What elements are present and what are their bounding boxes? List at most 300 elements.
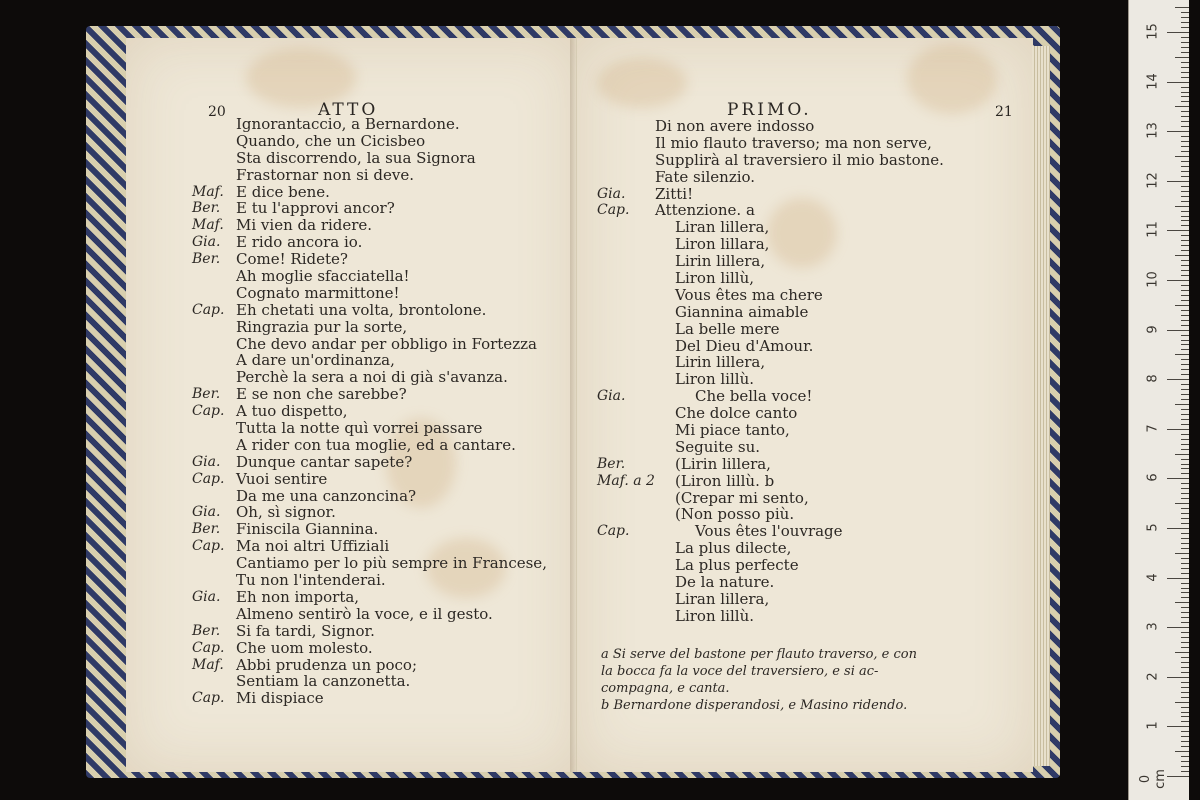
text-line [597, 270, 1017, 287]
verse-text: Ah moglie sfacciatella! [236, 267, 410, 286]
text-line [192, 234, 572, 251]
ruler-tick [1181, 220, 1189, 221]
verse-text: Eh chetati una volta, brontolone. [236, 300, 487, 319]
text-line [597, 219, 1017, 236]
ruler-tick [1175, 255, 1189, 256]
verse-text: Si fa tardi, Signor. [236, 621, 375, 640]
ruler-tick [1175, 751, 1189, 752]
ruler-number: 13 [1145, 122, 1161, 139]
ruler-tick [1167, 528, 1189, 529]
speaker-label: Maf. [192, 183, 224, 200]
ruler-tick [1167, 32, 1189, 33]
ruler-tick [1181, 17, 1189, 18]
ruler-tick [1181, 508, 1189, 509]
ruler-tick [1181, 394, 1189, 395]
text-line [192, 555, 572, 572]
ruler-tick [1167, 776, 1189, 777]
footnote-line: a Si serve del bastone per flauto traverso, e con [601, 647, 917, 662]
ruler-number: 10 [1145, 271, 1161, 288]
text-line [192, 471, 572, 488]
ruler-tick [1175, 354, 1189, 355]
left-page [126, 38, 578, 772]
text-line [597, 574, 1017, 591]
verse-text: E dice bene. [236, 182, 330, 201]
verse-text: Che devo andar per obbligo in Fortezza [236, 334, 537, 353]
ruler-tick [1181, 151, 1189, 152]
verse-text: Del Dieu d'Amour. [675, 336, 814, 355]
ruler-tick [1181, 548, 1189, 549]
text-line [192, 336, 572, 353]
text-line [192, 521, 572, 538]
verse-text: Liron lillara, [675, 235, 770, 254]
ruler-tick [1181, 116, 1189, 117]
verse-text: La plus dilecte, [675, 539, 792, 558]
text-line [597, 202, 1017, 219]
ruler-tick [1181, 325, 1189, 326]
text-line [192, 302, 572, 319]
ruler-tick [1181, 67, 1189, 68]
running-header-left: ATTO [318, 100, 379, 120]
ruler-tick [1175, 57, 1189, 58]
verse-text: Liran lillera, [675, 589, 770, 608]
text-line [192, 133, 572, 150]
ruler-tick [1181, 707, 1189, 708]
ruler-tick [1181, 716, 1189, 717]
text-line [192, 251, 572, 268]
ruler-tick [1181, 101, 1189, 102]
ruler-tick [1181, 592, 1189, 593]
ruler-tick [1181, 647, 1189, 648]
ruler-tick [1181, 662, 1189, 663]
speaker-label: Cap. [192, 690, 225, 707]
ruler-tick [1181, 72, 1189, 73]
ruler-tick [1181, 265, 1189, 266]
ruler-number: 7 [1145, 424, 1161, 433]
ruler-tick [1167, 677, 1189, 678]
text-line [192, 352, 572, 369]
ruler-tick [1181, 449, 1189, 450]
ruler-tick [1181, 721, 1189, 722]
verse-text: Vuoi sentire [236, 469, 328, 488]
ruler-tick [1181, 201, 1189, 202]
verse-text: Che dolce canto [675, 404, 798, 423]
ruler-number: 1 [1145, 721, 1161, 731]
speaker-label: Gia. [192, 588, 221, 605]
footnote-line: b Bernardone disperandosi, e Masino ridendo. [601, 698, 908, 713]
ruler-tick [1181, 459, 1189, 460]
ruler-tick [1181, 225, 1189, 226]
ruler-tick [1181, 384, 1189, 385]
text-line [597, 321, 1017, 338]
verse-text: Ignorantaccio, a Bernardone. [236, 115, 460, 133]
ruler-tick [1167, 578, 1189, 579]
verse-text: Dunque cantar sapete? [236, 452, 413, 471]
ruler-tick [1181, 622, 1189, 623]
text-line [192, 319, 572, 336]
text-line [597, 608, 1017, 625]
ruler-tick [1181, 270, 1189, 271]
verse-text: De la nature. [675, 573, 775, 592]
text-line [192, 369, 572, 386]
ruler-tick [1181, 513, 1189, 514]
speaker-label: Ber. [192, 200, 221, 217]
ruler-tick [1181, 424, 1189, 425]
ruler-tick [1181, 637, 1189, 638]
text-line [192, 589, 572, 606]
verse-text: La plus perfecte [675, 556, 799, 575]
ruler-tick [1167, 726, 1189, 727]
text-line [597, 523, 1017, 540]
ruler-tick [1181, 523, 1189, 524]
text-line [597, 506, 1017, 523]
ruler-tick [1181, 176, 1189, 177]
text-line [192, 268, 572, 285]
left-text-block [192, 116, 572, 707]
verse-text: Zitti! [655, 184, 694, 203]
ruler-tick [1181, 414, 1189, 415]
verse-text: Eh non importa, [236, 587, 360, 606]
ruler-tick [1181, 47, 1189, 48]
verse-text: Da me una canzoncina? [236, 486, 417, 505]
ruler-tick [1181, 344, 1189, 345]
speaker-label: Gia. [192, 234, 221, 251]
ruler-tick [1181, 483, 1189, 484]
ruler-tick [1181, 568, 1189, 569]
ruler-tick [1175, 404, 1189, 405]
ruler-tick [1181, 389, 1189, 390]
text-line [192, 285, 572, 302]
ruler-tick [1181, 468, 1189, 469]
ruler-tick [1181, 766, 1189, 767]
ruler-tick [1175, 702, 1189, 703]
ruler-number: 9 [1145, 324, 1161, 334]
ruler-tick [1167, 429, 1189, 430]
verse-text: Cognato marmittone! [236, 283, 400, 302]
ruler-tick [1181, 96, 1189, 97]
ruler-tick [1181, 573, 1189, 574]
speaker-label: Ber. [597, 455, 626, 472]
text-line [597, 135, 1017, 152]
ruler-tick [1175, 553, 1189, 554]
ruler-tick [1181, 374, 1189, 375]
verse-text: Lirin lillera, [675, 252, 766, 271]
ruler-tick [1175, 7, 1189, 8]
ruler-tick [1181, 632, 1189, 633]
ruler-tick [1181, 488, 1189, 489]
ruler-tick [1175, 206, 1189, 207]
text-line [192, 538, 572, 555]
ruler-tick [1181, 736, 1189, 737]
text-line [192, 690, 572, 707]
text-line [192, 403, 572, 420]
verse-text: Mi dispiace [236, 689, 324, 708]
ruler-tick [1181, 111, 1189, 112]
ruler-tick [1181, 419, 1189, 420]
ruler-tick [1181, 290, 1189, 291]
ruler-tick [1167, 280, 1189, 281]
ruler-unit-label: 0 cm [1138, 769, 1168, 789]
ruler-tick [1181, 692, 1189, 693]
text-line [192, 454, 572, 471]
ruler-tick [1181, 543, 1189, 544]
speaker-label: Cap. [192, 538, 225, 555]
text-line [192, 640, 572, 657]
text-line [597, 405, 1017, 422]
text-line [192, 623, 572, 640]
verse-text: Quando, che un Cicisbeo [236, 131, 426, 150]
verse-text: Giannina aimable [675, 302, 809, 321]
ruler-tick [1175, 305, 1189, 306]
ruler-tick [1167, 478, 1189, 479]
ruler-tick [1181, 126, 1189, 127]
text-line [597, 591, 1017, 608]
verse-text: Lirin lillera, [675, 353, 766, 372]
verse-text: Seguite su. [675, 437, 761, 456]
verse-text: Frastornar non si deve. [236, 165, 414, 184]
measuring-ruler [1128, 0, 1189, 800]
speaker-label: Ber. [192, 251, 221, 268]
verse-text: (Non posso più. [675, 505, 795, 524]
ruler-tick [1181, 607, 1189, 608]
footnote-line: compagna, e canta. [601, 681, 730, 696]
ruler-tick [1175, 602, 1189, 603]
text-line [192, 167, 572, 184]
ruler-tick [1181, 434, 1189, 435]
ruler-tick [1181, 588, 1189, 589]
verse-text: (Liron lillù. b [675, 471, 775, 490]
text-line [192, 673, 572, 690]
text-line [597, 371, 1017, 388]
ruler-tick [1181, 235, 1189, 236]
ruler-tick [1181, 642, 1189, 643]
text-line [192, 420, 572, 437]
ruler-tick [1181, 399, 1189, 400]
ruler-tick [1167, 379, 1189, 380]
ruler-tick [1181, 597, 1189, 598]
verse-text: Attenzione. a [655, 201, 755, 220]
ruler-tick [1181, 583, 1189, 584]
ruler-tick [1167, 131, 1189, 132]
ruler-tick [1181, 712, 1189, 713]
page-edges [1032, 46, 1050, 766]
speaker-label: Ber. [192, 622, 221, 639]
verse-text: Il mio flauto traverso; ma non serve, [655, 133, 932, 152]
ruler-tick [1181, 335, 1189, 336]
verse-text: Vous êtes ma chere [675, 285, 823, 304]
speaker-label: Gia. [597, 185, 626, 202]
ruler-tick [1181, 196, 1189, 197]
text-line [192, 116, 572, 133]
speaker-label: Cap. [192, 470, 225, 487]
speaker-label: Maf. a 2 [597, 472, 655, 489]
text-line [597, 236, 1017, 253]
speaker-label: Gia. [192, 453, 221, 470]
text-line [597, 388, 1017, 405]
speaker-label: Ber. [192, 386, 221, 403]
ruler-tick [1181, 473, 1189, 474]
ruler-number: 11 [1145, 221, 1161, 239]
ruler-tick [1181, 87, 1189, 88]
ruler-tick [1181, 141, 1189, 142]
verse-text: Oh, sì signor. [236, 503, 336, 522]
text-line [597, 152, 1017, 169]
ruler-tick [1181, 92, 1189, 93]
verse-text: Come! Ridete? [236, 250, 348, 269]
ruler-tick [1167, 627, 1189, 628]
ruler-number: 3 [1145, 622, 1161, 631]
text-line [192, 572, 572, 589]
verse-text: Che uom molesto. [236, 638, 373, 657]
ruler-tick [1181, 250, 1189, 251]
ruler-tick [1167, 230, 1189, 231]
ruler-tick [1175, 106, 1189, 107]
ruler-number: 14 [1145, 72, 1161, 90]
text-line [597, 422, 1017, 439]
verse-text: Sta discorrendo, la sua Signora [236, 148, 476, 167]
ruler-number: 2 [1145, 672, 1161, 681]
ruler-tick [1181, 493, 1189, 494]
text-line [597, 169, 1017, 186]
ruler-tick [1181, 741, 1189, 742]
ruler-tick [1181, 538, 1189, 539]
text-line [597, 287, 1017, 304]
page-number-right: 21 [995, 104, 1013, 120]
text-line [192, 504, 572, 521]
ruler-tick [1181, 260, 1189, 261]
ruler-tick [1181, 216, 1189, 217]
ruler-tick [1181, 771, 1189, 772]
ruler-tick [1181, 42, 1189, 43]
ruler-tick [1181, 171, 1189, 172]
verse-text: A dare un'ordinanza, [236, 351, 395, 370]
ruler-tick [1181, 240, 1189, 241]
ruler-tick [1181, 756, 1189, 757]
ruler-tick [1181, 295, 1189, 296]
ruler-tick [1181, 687, 1189, 688]
ruler-tick [1181, 245, 1189, 246]
speaker-label: Cap. [597, 202, 630, 219]
text-line [192, 657, 572, 674]
verse-text: Mi vien da ridere. [236, 216, 373, 235]
speaker-label: Cap. [192, 301, 225, 318]
verse-text: Perchè la sera a noi di già s'avanza. [236, 368, 508, 387]
verse-text: Ringrazia pur la sorte, [236, 317, 408, 336]
ruler-tick [1181, 136, 1189, 137]
speaker-label: Maf. [192, 656, 224, 673]
verse-text: Supplirà al traversiero il mio bastone. [655, 150, 944, 169]
verse-text: Abbi prudenza un poco; [236, 655, 417, 674]
ruler-tick [1181, 682, 1189, 683]
ruler-tick [1181, 349, 1189, 350]
ruler-tick [1181, 166, 1189, 167]
ruler-tick [1181, 27, 1189, 28]
ruler-tick [1175, 454, 1189, 455]
text-line [192, 606, 572, 623]
ruler-number: 5 [1145, 523, 1161, 532]
ruler-tick [1181, 52, 1189, 53]
verse-text: E rido ancora io. [236, 233, 363, 252]
ruler-tick [1181, 12, 1189, 13]
verse-text: Fate silenzio. [655, 167, 756, 186]
speaker-label: Gia. [192, 504, 221, 521]
verse-text: Tutta la notte quì vorrei passare [236, 419, 483, 438]
verse-text: Mi piace tanto, [675, 421, 790, 440]
verse-text: Che bella voce! [695, 387, 813, 406]
ruler-tick [1181, 617, 1189, 618]
text-line [597, 557, 1017, 574]
speaker-label: Cap. [192, 403, 225, 420]
ruler-tick [1181, 121, 1189, 122]
ruler-tick [1181, 22, 1189, 23]
ruler-tick [1181, 672, 1189, 673]
ruler-tick [1181, 612, 1189, 613]
ruler-tick [1181, 161, 1189, 162]
verse-text: La belle mere [675, 319, 780, 338]
verse-text: Liron lillù. [675, 370, 755, 389]
running-header-right: PRIMO. [727, 100, 812, 120]
ruler-number: 6 [1145, 473, 1161, 483]
text-line [192, 184, 572, 201]
text-line [192, 150, 572, 167]
text-line [597, 490, 1017, 507]
right-text-block [597, 118, 1017, 625]
speaker-label: Maf. [192, 217, 224, 234]
verse-text: Liran lillera, [675, 218, 770, 237]
ruler-tick [1181, 439, 1189, 440]
ruler-number: 12 [1145, 172, 1161, 189]
verse-text: Di non avere indosso [655, 117, 815, 135]
verse-text: Tu non l'intenderai. [236, 571, 386, 590]
ruler-tick [1181, 444, 1189, 445]
text-line [597, 118, 1017, 135]
ruler-tick [1181, 191, 1189, 192]
ruler-tick [1181, 409, 1189, 410]
text-line [597, 338, 1017, 355]
text-line [597, 354, 1017, 371]
ruler-tick [1181, 369, 1189, 370]
text-line [597, 473, 1017, 490]
ruler-tick [1181, 498, 1189, 499]
text-line [597, 540, 1017, 557]
verse-text: E tu l'approvi ancor? [236, 199, 395, 218]
ruler-number: 15 [1145, 23, 1161, 40]
ruler-number: 8 [1145, 374, 1161, 383]
ruler-tick [1175, 652, 1189, 653]
ruler-tick [1181, 761, 1189, 762]
ruler-tick [1181, 340, 1189, 341]
ruler-tick [1167, 181, 1189, 182]
verse-text: Vous êtes l'ouvrage [695, 522, 843, 541]
ruler-tick [1181, 285, 1189, 286]
ruler-tick [1181, 731, 1189, 732]
verse-text: Liron lillù, [675, 269, 755, 288]
text-line [192, 200, 572, 217]
ruler-tick [1181, 186, 1189, 187]
ruler-tick [1181, 37, 1189, 38]
ruler-tick [1181, 300, 1189, 301]
ruler-tick [1181, 275, 1189, 276]
page-number-left: 20 [208, 104, 226, 120]
text-line [192, 437, 572, 454]
verse-text: Ma noi altri Uffiziali [236, 537, 390, 556]
text-line [192, 217, 572, 234]
text-line [597, 304, 1017, 321]
verse-text: Liron lillù. [675, 606, 755, 625]
speaker-label: Cap. [597, 523, 630, 540]
ruler-tick [1181, 320, 1189, 321]
ruler-tick [1181, 563, 1189, 564]
ruler-tick [1181, 310, 1189, 311]
